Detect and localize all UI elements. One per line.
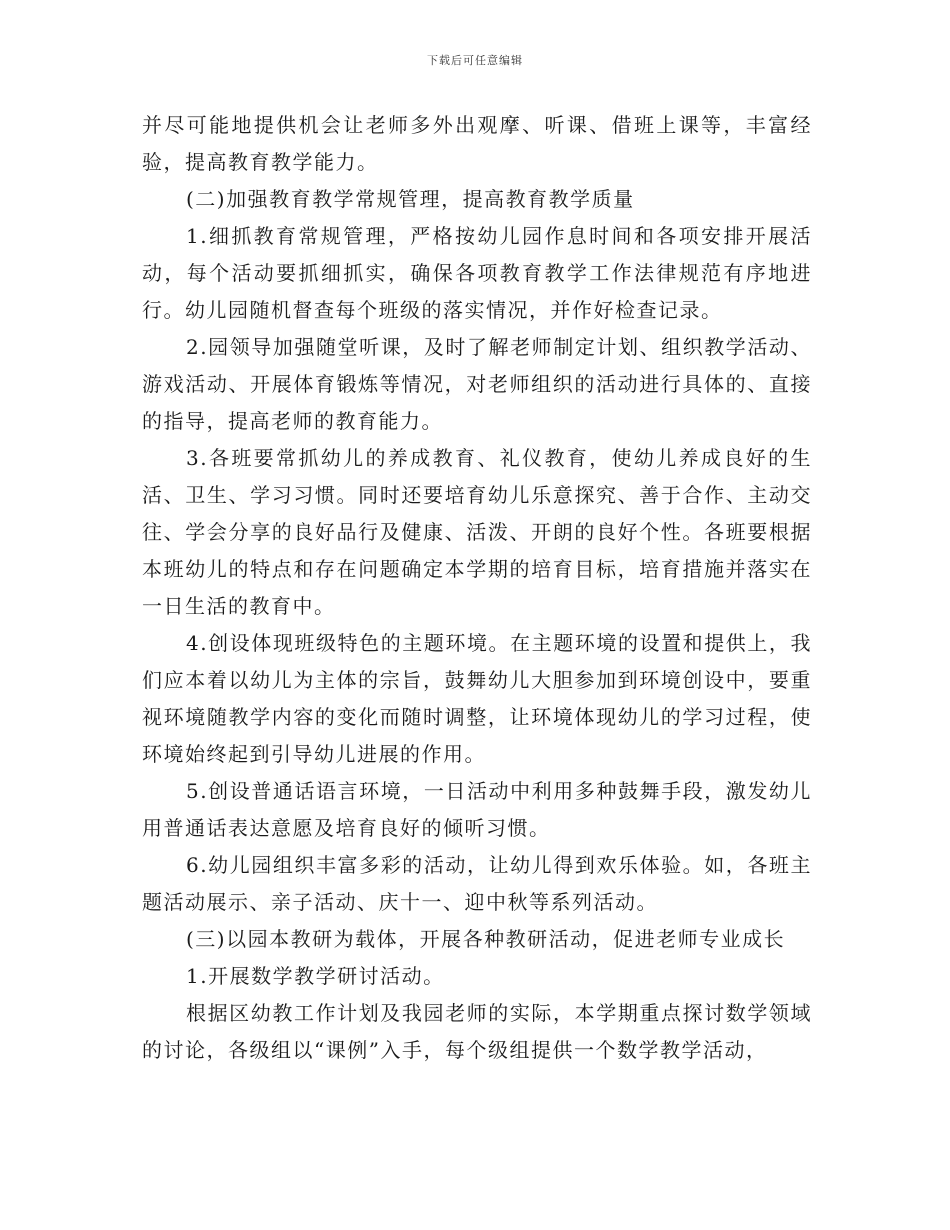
paragraph-subitem-1: 1.开展数学教学研讨活动。 <box>186 964 445 988</box>
paragraph-final: 根据区幼教工作计划及我园老师的实际，本学期重点探讨数学领域的讨论，各级组以“课例”入手，每个级组提供一个数学教学活动， <box>142 1001 812 1062</box>
paragraph-item-1: 1.细抓教育常规管理，严格按幼儿园作息时间和各项安排开展活动，每个活动要抓细抓实，确保各项教育教学工作法律规范有序地进行。幼儿园随机督查每个班级的落实情况，并作好检查记录。 <box>142 224 812 322</box>
paragraph-item-6: 6.幼儿园组织丰富多彩的活动，让幼儿得到欢乐体验。如，各班主题活动展示、亲子活动、庆十一、迎中秋等系列活动。 <box>142 853 812 914</box>
paragraph-item-2: 2.园领导加强随堂听课，及时了解老师制定计划、组织教学活动、游戏活动、开展体育锻炼等情况，对老师组织的活动进行具体的、直接的指导，提高老师的教育能力。 <box>142 335 812 433</box>
document-body <box>142 107 812 1069</box>
paragraph-item-4: 4.创设体现班级特色的主题环境。在主题环境的设置和提供上，我们应本着以幼儿为主体的宗旨，鼓舞幼儿大胆参加到环境创设中，要重视环境随教学内容的变化而随时调整，让环境体现幼儿的学习过程，使环境始终起到引导幼儿进展的作用。 <box>142 631 812 766</box>
paragraph-item-5: 5.创设普通话语言环境，一日活动中利用多种鼓舞手段，激发幼儿用普通话表达意愿及培育良好的倾听习惯。 <box>142 779 812 840</box>
section-heading-2: (二)加强教育教学常规管理，提高教育教学质量 <box>186 187 635 211</box>
paragraph-1: 并尽可能地提供机会让老师多外出观摩、听课、借班上课等，丰富经验，提高教育教学能力。 <box>142 113 812 174</box>
paragraph-item-3: 3.各班要常抓幼儿的养成教育、礼仪教育，使幼儿养成良好的生活、卫生、学习习惯。同时还要培育幼儿乐意探究、善于合作、主动交往、学会分享的良好品行及健康、活泼、开朗的良好个性。各班要根据本班幼儿的特点和存在问题确定本学期的培育目标，培育措施并落实在一日生活的教育中。 <box>142 446 812 618</box>
section-heading-3: (三)以园本教研为载体，开展各种教研活动，促进老师专业成长 <box>186 927 786 951</box>
page-header: 下载后可任意编辑 <box>427 54 523 67</box>
